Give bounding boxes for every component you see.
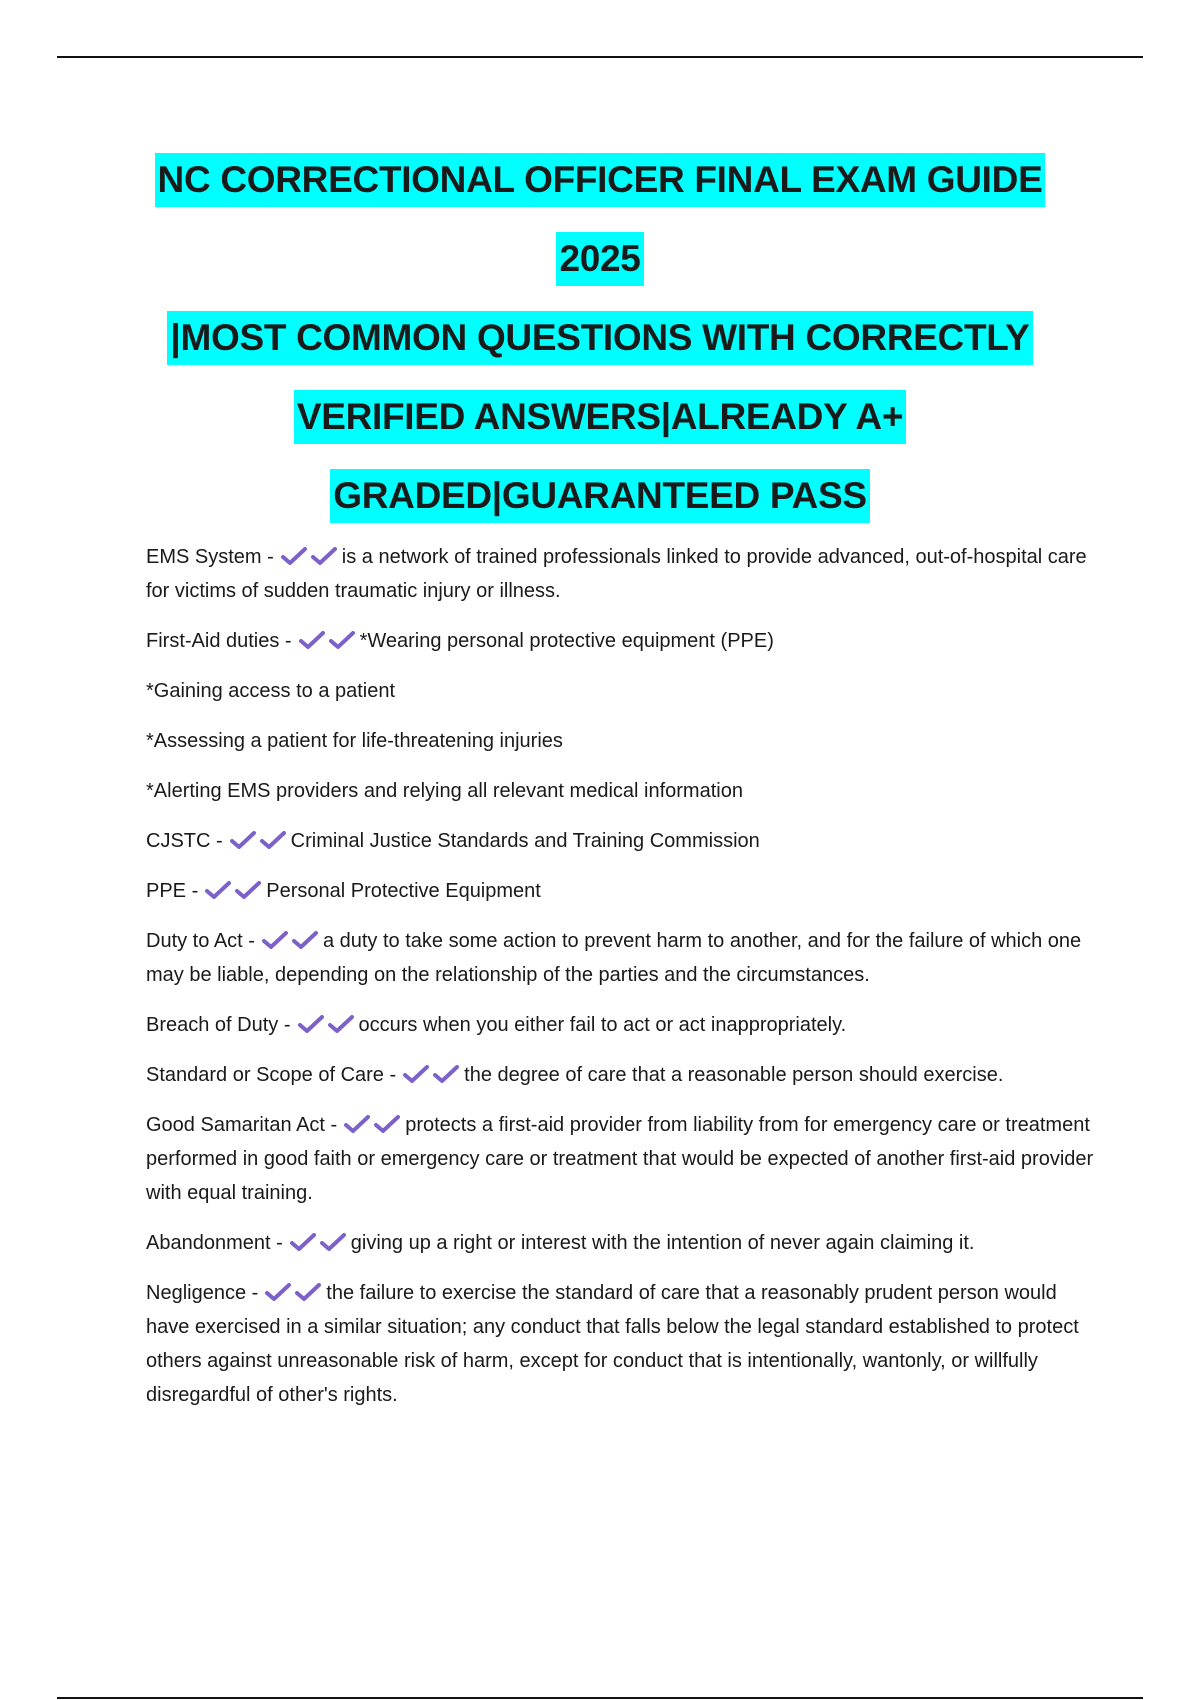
checkmark-icon	[234, 880, 264, 900]
title-line-3: |MOST COMMON QUESTIONS WITH CORRECTLY	[167, 311, 1032, 365]
qa-separator: -	[270, 1232, 283, 1254]
checkmark-icon	[432, 1064, 462, 1084]
checkmark-icon	[259, 830, 289, 850]
qa-entry	[146, 1058, 1096, 1092]
qa-separator: -	[279, 630, 292, 652]
qa-separator: -	[186, 880, 199, 902]
checkmark-icon	[297, 1014, 327, 1034]
qa-term: Duty to Act	[146, 930, 243, 952]
checkmark-icon	[319, 1232, 349, 1252]
checkmark-icon	[291, 930, 321, 950]
qa-definition: *Wearing personal protective equipment (PPE)	[359, 630, 774, 652]
checkmark-icon	[402, 1064, 432, 1084]
qa-definition: the degree of care that a reasonable person should exercise.	[464, 1064, 1004, 1086]
qa-entry	[146, 924, 1096, 992]
qa-definition: occurs when you either fail to act or act inappropriately.	[358, 1014, 847, 1036]
qa-list	[146, 540, 1096, 1428]
verified-checkmarks	[343, 1108, 403, 1142]
qa-term: Standard or Scope of Care	[146, 1064, 384, 1086]
qa-definition: giving up a right or interest with the intention of never again claiming it.	[350, 1232, 975, 1254]
verified-checkmarks	[261, 924, 321, 958]
qa-separator: -	[242, 930, 255, 952]
qa-separator: -	[261, 546, 274, 568]
qa-entry	[146, 824, 1096, 858]
checkmark-icon	[294, 1282, 324, 1302]
qa-entry	[146, 874, 1096, 908]
qa-separator: -	[210, 830, 223, 852]
qa-term: PPE	[146, 880, 187, 902]
verified-checkmarks	[297, 1008, 357, 1042]
verified-checkmarks	[204, 874, 264, 908]
qa-definition: Personal Protective Equipment	[266, 880, 541, 902]
qa-entry	[146, 1226, 1096, 1260]
verified-checkmarks	[402, 1058, 462, 1092]
qa-separator: -	[383, 1064, 397, 1086]
bottom-rule	[57, 1697, 1143, 1699]
checkmark-icon	[310, 546, 340, 566]
document-title	[100, 140, 1100, 535]
checkmark-icon	[229, 830, 259, 850]
verified-checkmarks	[229, 824, 289, 858]
qa-definition-line: *Assessing a patient for life-threatening injuries	[146, 730, 563, 752]
verified-checkmarks	[289, 1226, 349, 1260]
qa-term: First-Aid duties	[146, 630, 280, 652]
qa-entry	[146, 624, 1096, 658]
qa-definition-line: *Gaining access to a patient	[146, 680, 396, 702]
qa-definition: the failure to exercise the standard of care that a reasonably prudent person would have exercised in a similar situation; any conduct that falls below the legal standard established to protect others against unreasonable risk of harm, except for conduct that is intentionally, wantonly, or willfully disregardful of other's rights.	[146, 1282, 1079, 1406]
verified-checkmarks	[280, 540, 340, 574]
qa-separator: -	[246, 1282, 259, 1304]
qa-definition-line: *Alerting EMS providers and relying all relevant medical information	[146, 780, 743, 802]
checkmark-icon	[298, 630, 328, 650]
qa-entry	[146, 1276, 1096, 1412]
qa-definition: protects a first-aid provider from liability from for emergency care or treatment performed in good faith or emergency care or treatment that would be expected of another first-aid provider with equal training.	[146, 1114, 1094, 1204]
checkmark-icon	[289, 1232, 319, 1252]
qa-separator: -	[324, 1114, 338, 1136]
qa-entry	[146, 1108, 1096, 1210]
qa-term: Breach of Duty	[146, 1014, 279, 1036]
checkmark-icon	[204, 880, 234, 900]
qa-term: CJSTC	[146, 830, 211, 852]
checkmark-icon	[373, 1114, 403, 1134]
checkmark-icon	[264, 1282, 294, 1302]
title-line-4: VERIFIED ANSWERS|ALREADY A+	[294, 390, 906, 444]
qa-entry	[146, 1008, 1096, 1042]
title-line-1: NC CORRECTIONAL OFFICER FINAL EXAM GUIDE	[155, 153, 1046, 207]
top-rule	[57, 56, 1143, 58]
qa-definition: is a network of trained professionals linked to provide advanced, out-of-hospital care for victims of sudden traumatic injury or illness.	[146, 546, 1087, 602]
qa-definition: Criminal Justice Standards and Training Commission	[290, 830, 760, 852]
checkmark-icon	[327, 1014, 357, 1034]
title-line-5: GRADED|GUARANTEED PASS	[330, 469, 869, 523]
checkmark-icon	[343, 1114, 373, 1134]
qa-entry	[146, 540, 1096, 608]
checkmark-icon	[261, 930, 291, 950]
qa-separator: -	[278, 1014, 291, 1036]
qa-term: Good Samaritan Act	[146, 1114, 325, 1136]
verified-checkmarks	[298, 624, 358, 658]
qa-term: EMS System	[146, 546, 262, 568]
qa-definition: a duty to take some action to prevent harm to another, and for the failure of which one may be liable, depending on the relationship of the parties and the circumstances.	[146, 930, 1082, 986]
verified-checkmarks	[264, 1276, 324, 1310]
qa-term: Negligence	[146, 1282, 247, 1304]
checkmark-icon	[280, 546, 310, 566]
title-line-2: 2025	[556, 232, 643, 286]
qa-term: Abandonment	[146, 1232, 271, 1254]
checkmark-icon	[328, 630, 358, 650]
